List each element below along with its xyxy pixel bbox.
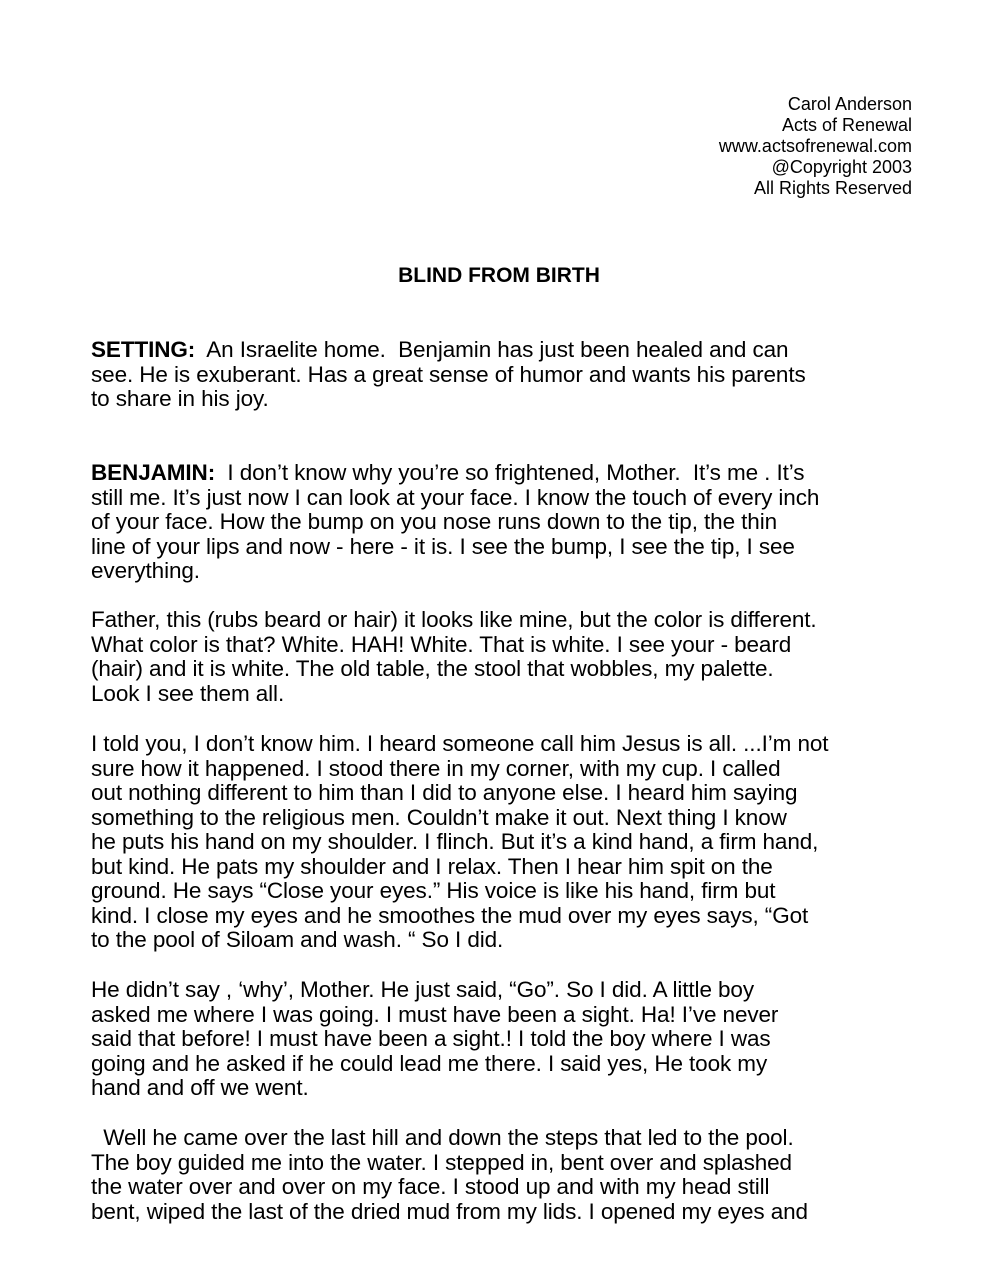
- text-line: something to the religious men. Couldn’t make it out. Next thing I know: [91, 804, 787, 830]
- text-line: going and he asked if he could lead me there. I said yes, He took my: [91, 1050, 768, 1076]
- text-line: [91, 461, 921, 486]
- speaker-label: BENJAMIN:: [91, 460, 216, 485]
- text-line: kind. I close my eyes and he smoothes the mud over my eyes says, “Got: [91, 902, 809, 928]
- benjamin-speech-paragraph: [91, 461, 921, 584]
- body-paragraph: [91, 732, 921, 953]
- body-paragraph: [91, 1126, 921, 1224]
- text-line: to share in his joy.: [91, 386, 269, 411]
- organization-name: Acts of Renewal: [781, 115, 912, 135]
- text-line: of your face. How the bump on you nose runs down to the tip, the thin: [91, 509, 778, 534]
- text-line: sure how it happened. I stood there in my corner, with my cup. I called: [91, 755, 781, 781]
- setting-label: SETTING:: [91, 337, 196, 362]
- text-line: (hair) and it is white. The old table, the stool that wobbles, my palette.: [91, 656, 774, 681]
- author-name: Carol Anderson: [787, 94, 912, 114]
- text-line: out nothing different to him than I did to anyone else. I heard him saying: [91, 780, 798, 805]
- text-line: The boy guided me into the water. I stepped in, bent over and splashed: [91, 1149, 792, 1175]
- text-line: he puts his hand on my shoulder. I flinch. But it’s a kind hand, a firm hand,: [91, 829, 819, 854]
- text-line: He didn’t say , ‘why’, Mother. He just said, “Go”. So I did. A little boy: [91, 977, 754, 1002]
- setting-paragraph: [91, 338, 921, 412]
- website-text: www.actsofrenewal.com: [718, 136, 912, 156]
- text-line: Father, this (rubs beard or hair) it looks like mine, but the color is different.: [91, 607, 817, 632]
- text-line: asked me where I was going. I must have been a sight. Ha! I’ve never: [91, 1001, 779, 1027]
- text-line-content: I don’t know why you’re so frightened, Mother. It’s me . It’s: [215, 460, 805, 485]
- text-line: [91, 338, 921, 363]
- body-paragraph: [91, 608, 921, 706]
- text-line: bent, wiped the last of the dried mud from my lids. I opened my eyes and: [91, 1198, 808, 1224]
- document-title: BLIND FROM BIRTH: [398, 264, 600, 287]
- text-line: Well he came over the last hill and down the steps that led to the pool.: [91, 1125, 794, 1150]
- text-line: hand and off we went.: [91, 1075, 309, 1100]
- text-line: to the pool of Siloam and wash. “ So I did.: [91, 927, 504, 952]
- text-line: What color is that? White. HAH! White. That is white. I see your - beard: [91, 631, 792, 657]
- author-header: [719, 94, 912, 199]
- text-line: but kind. He pats my shoulder and I relax. Then I hear him spit on the: [91, 853, 773, 879]
- text-line: everything.: [91, 558, 200, 583]
- text-line-content: An Israelite home. Benjamin has just been healed and can: [195, 337, 789, 362]
- copyright-text: @Copyright 2003: [771, 157, 912, 177]
- text-line: the water over and over on my face. I stood up and with my head still: [91, 1174, 770, 1199]
- text-line: still me. It’s just now I can look at your face. I know the touch of every inch: [91, 484, 820, 510]
- text-line: Look I see them all.: [91, 680, 285, 706]
- rights-text: All Rights Reserved: [753, 178, 912, 198]
- text-line: ground. He says “Close your eyes.” His voice is like his hand, firm but: [91, 878, 776, 903]
- text-line: said that before! I must have been a sight.! I told the boy where I was: [91, 1026, 771, 1051]
- text-line: line of your lips and now - here - it is. I see the bump, I see the tip, I see: [91, 533, 795, 559]
- text-line: see. He is exuberant. Has a great sense of humor and wants his parents: [91, 361, 806, 387]
- text-line: I told you, I don’t know him. I heard someone call him Jesus is all. ...I’m not: [91, 731, 829, 756]
- body-paragraph: [91, 978, 921, 1101]
